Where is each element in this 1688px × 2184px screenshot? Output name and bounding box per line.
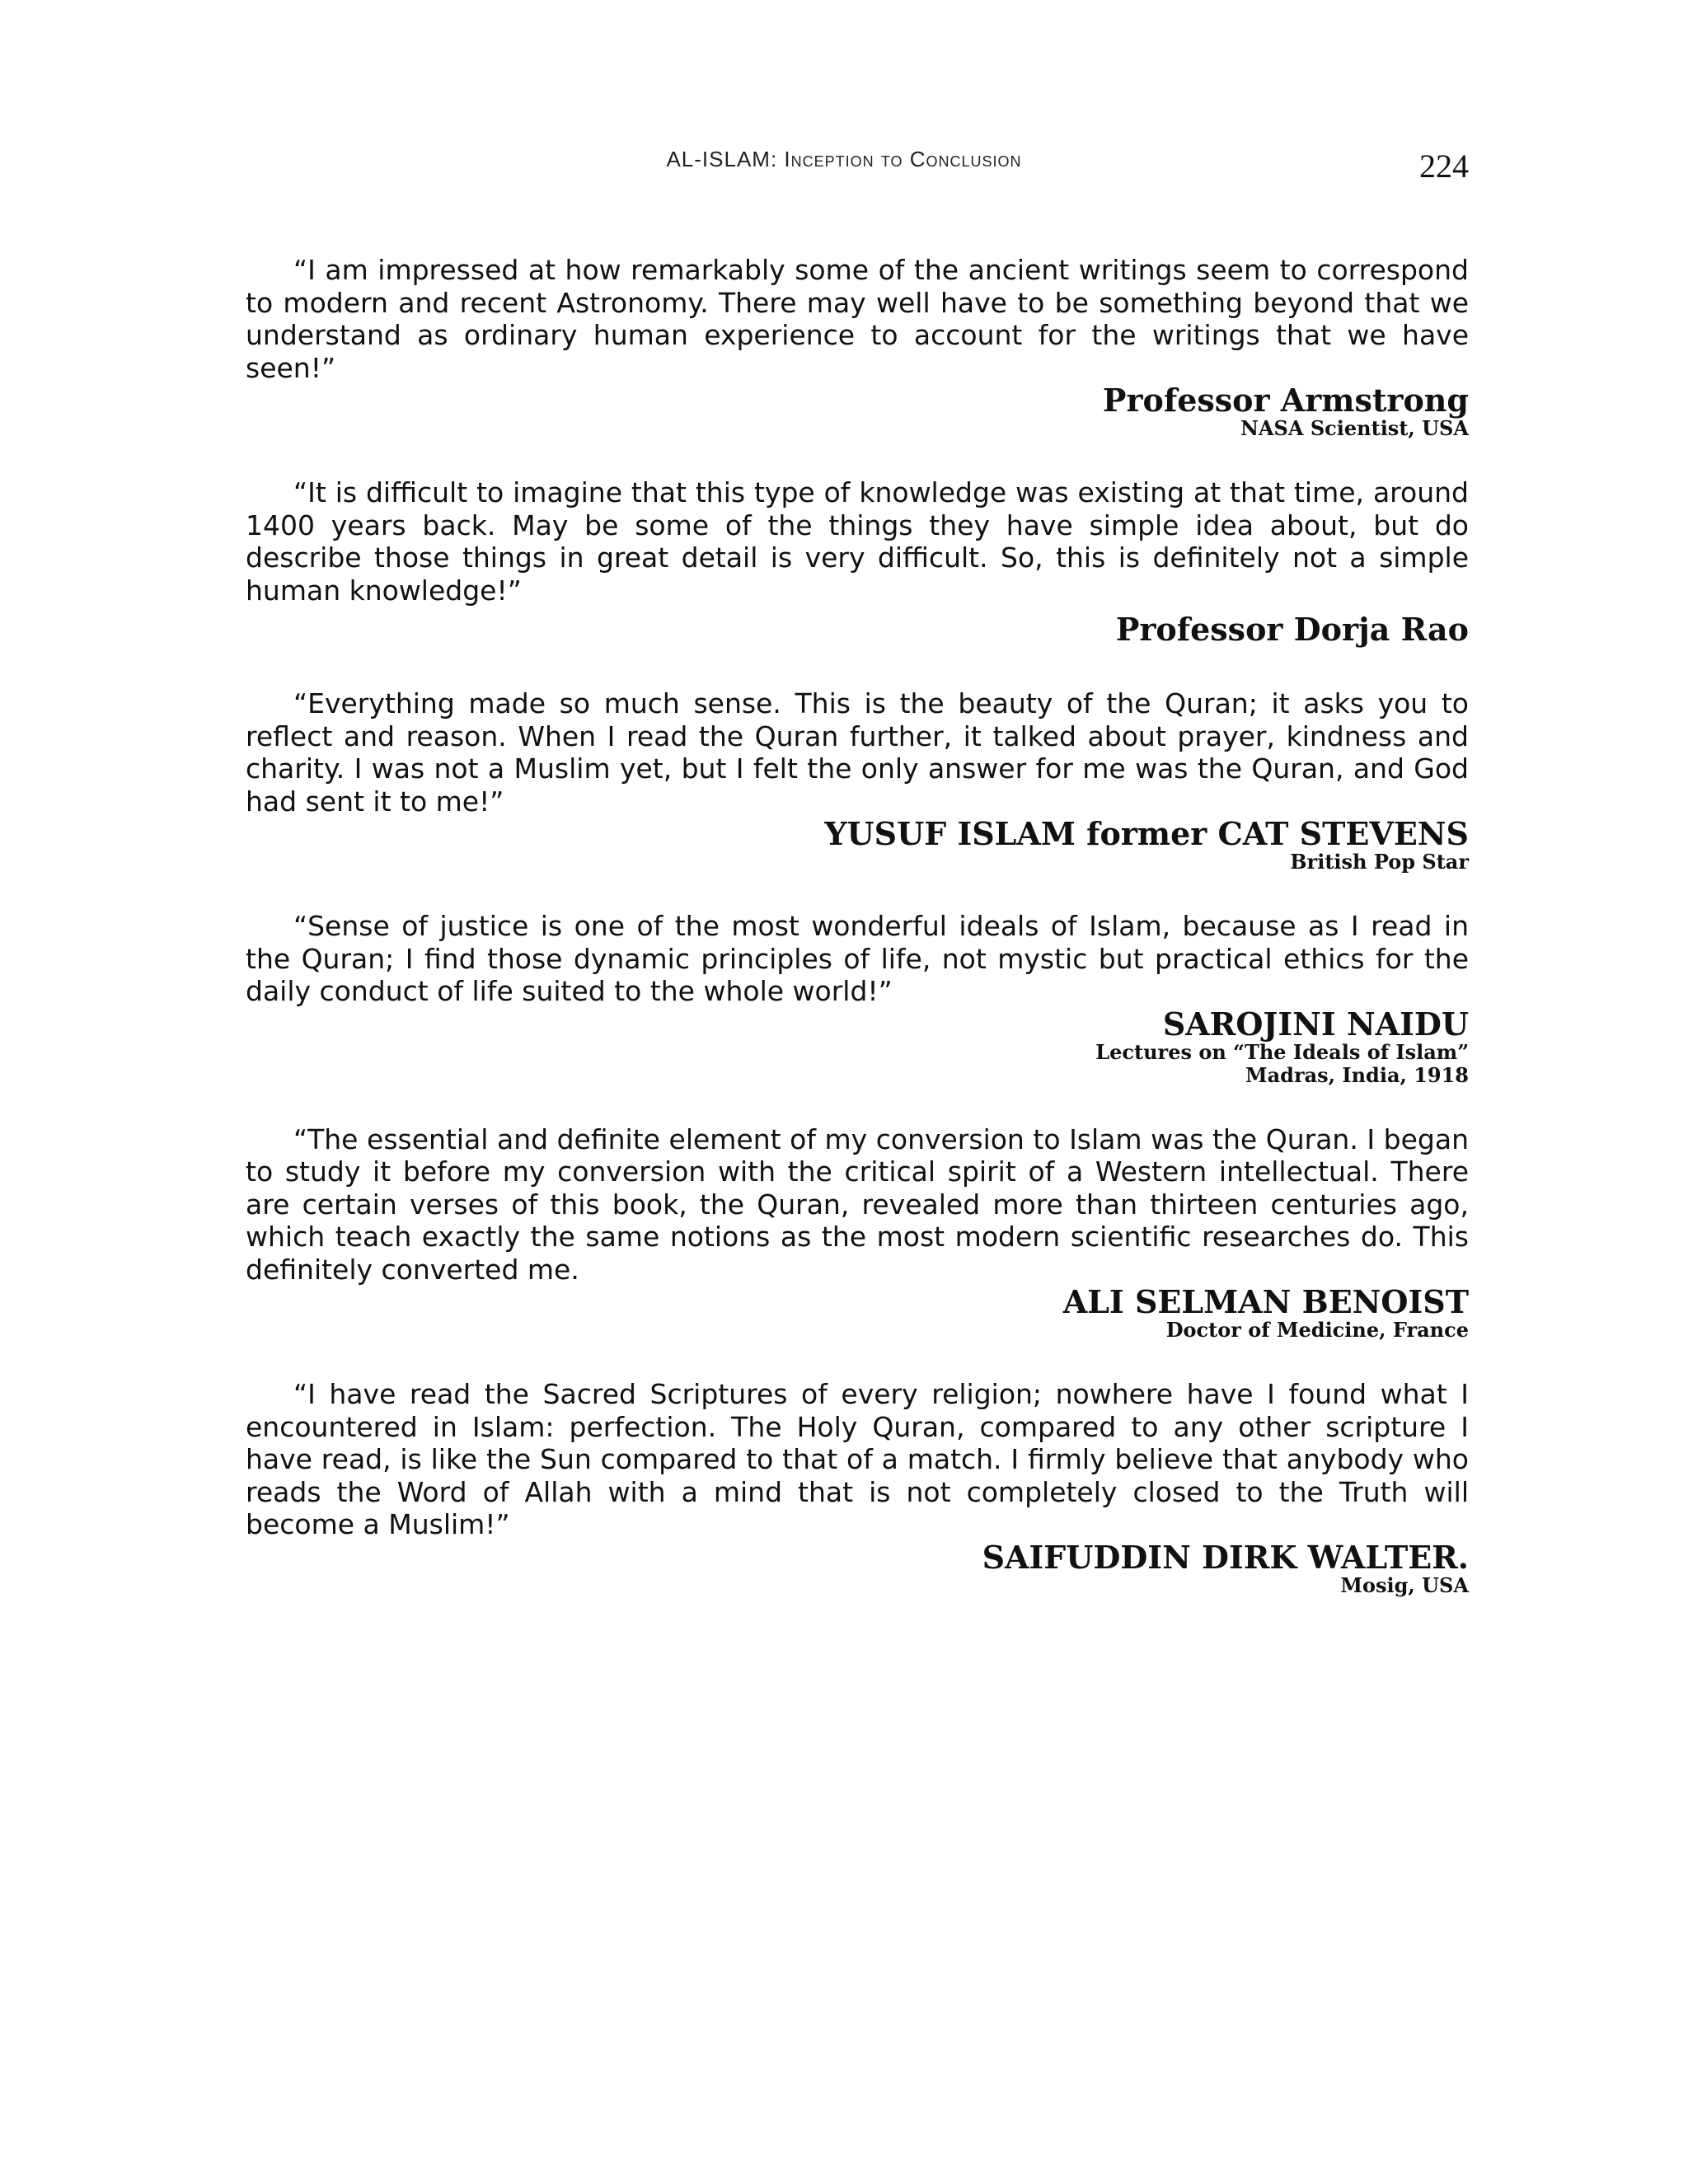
quote-block <box>246 910 1469 1087</box>
quote-block <box>246 254 1469 440</box>
quote-author: Professor Dorja Rao <box>1115 611 1469 648</box>
page-number: 224 <box>1419 148 1469 185</box>
quote-block <box>246 1123 1469 1343</box>
quote-author-detail: British Pop Star <box>1290 850 1469 874</box>
quote-author-detail: Doctor of Medicine, France <box>1165 1318 1469 1342</box>
quote-block <box>246 476 1469 646</box>
quote-text: “I am impressed at how remarkably some of the ancient writings seem to correspond to modern and recent Astronomy. There may well have to be something beyond that we understand as ordinary human experience to account for the writings that we have seen!” <box>246 254 1469 384</box>
quote-text: “I have read the Sacred Scriptures of every religion; nowhere have I found what I encountered in Islam: perfection. The Holy Quran, compared to any other scripture I have read, is like the Sun compared to that of a match. I firmly believe that anybody who reads the Word of Allah with a mind that is not completely closed to the Truth will become a Muslim!” <box>246 1378 1469 1540</box>
quote-block <box>246 1378 1469 1597</box>
quote-text: “The essential and definite element of my conversion to Islam was the Quran. I began to study it before my conversion with the critical spirit of a Western intellectual. There are certain verses of this book, the Quran, revealed more than thirteen centuries ago, which teach exactly the same notions as the most modern scientific researches do. This definitely converted me. <box>246 1122 1469 1286</box>
quote-author-detail: Madras, India, 1918 <box>1245 1062 1469 1087</box>
quote-author-detail: Mosig, USA <box>1340 1572 1469 1597</box>
quote-author: SAROJINI NAIDU <box>1162 1005 1469 1043</box>
quote-author-detail: NASA Scientist, USA <box>1240 416 1469 440</box>
quote-author: Professor Armstrong <box>1102 382 1469 419</box>
quote-author: ALI SELMAN BENOIST <box>1062 1283 1469 1320</box>
running-header-title: AL-ISLAM: Inception to Conclusion <box>666 147 1022 171</box>
quote-author: YUSUF ISLAM former CAT STEVENS <box>824 815 1469 852</box>
quote-author-detail: Lectures on “The Ideals of Islam” <box>1095 1039 1469 1064</box>
quote-text: “It is difficult to imagine that this type of knowledge was existing at that time, around 1400 years back. May be some of the things they have simple idea about, but do describe those things in great detail is very difficult. So, this is definitely not a simple human knowledge!” <box>246 476 1469 607</box>
page-body <box>246 254 1469 1633</box>
quote-author: SAIFUDDIN DIRK WALTER. <box>982 1538 1469 1576</box>
quote-text: “Sense of justice is one of the most wonderful ideals of Islam, because as I read in the Quran; I find those dynamic principles of life, not mystic but practical ethics for the daily conduct of life suited to the whole world!” <box>246 910 1469 1007</box>
quote-text: “Everything made so much sense. This is the beauty of the Quran; it asks you to reflect and reason. When I read the Quran further, it talked about prayer, kindness and charity. I was not a Muslim yet, but I felt the only answer for me was the Quran, and God had sent it to me!” <box>246 687 1469 818</box>
quote-block <box>246 687 1469 874</box>
